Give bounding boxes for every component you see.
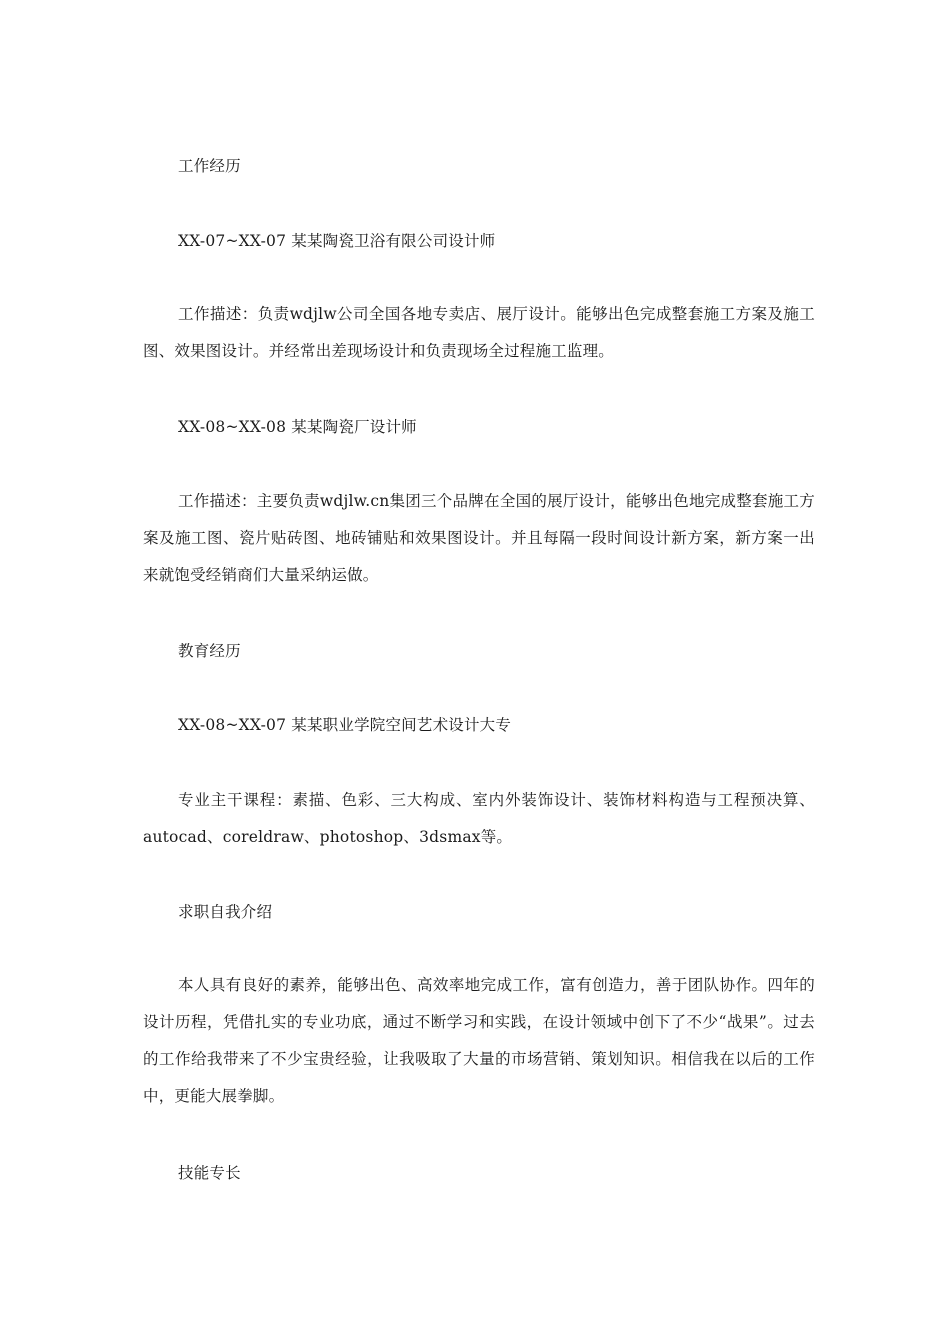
job-1-title: XX-07~XX-07 某某陶瓷卫浴有限公司设计师 — [178, 232, 496, 250]
education-title: XX-08~XX-07 某某职业学院空间艺术设计大专 — [178, 716, 512, 734]
work-experience-heading: 工作经历 — [178, 157, 241, 175]
skills-heading: 技能专长 — [178, 1164, 241, 1182]
self-introduction-text: 本人具有良好的素养，能够出色、高效率地完成工作，富有创造力，善于团队协作。四年的设计历程，凭借扎实的专业功底，通过不断学习和实践，在设计领域中创下了不少“战果”。过去的工作给我带来了不少宝贵经验，让我吸取了大量的市场营销、策划知识。相信我在以后的工作中，更能大展拳脚。 — [143, 976, 815, 1105]
education-description: 专业主干课程：素描、色彩、三大构成、室内外装饰设计、装饰材料构造与工程预决算、autocad、coreldraw、photoshop、3dsmax等。 — [143, 791, 815, 846]
education-heading: 教育经历 — [178, 642, 241, 660]
job-1-description: 工作描述：负责wdjlw公司全国各地专卖店、展厅设计。能够出色完成整套施工方案及施工图、效果图设计。并经常出差现场设计和负责现场全过程施工监理。 — [143, 305, 815, 360]
self-introduction-heading: 求职自我介绍 — [178, 903, 273, 921]
job-2-title: XX-08~XX-08 某某陶瓷厂设计师 — [178, 418, 417, 436]
job-2-description: 工作描述：主要负责wdjlw.cn集团三个品牌在全国的展厅设计，能够出色地完成整套施工方案及施工图、瓷片贴砖图、地砖铺贴和效果图设计。并且每隔一段时间设计新方案，新方案一出来就饱受经销商们大量采纳运做。 — [143, 492, 815, 584]
